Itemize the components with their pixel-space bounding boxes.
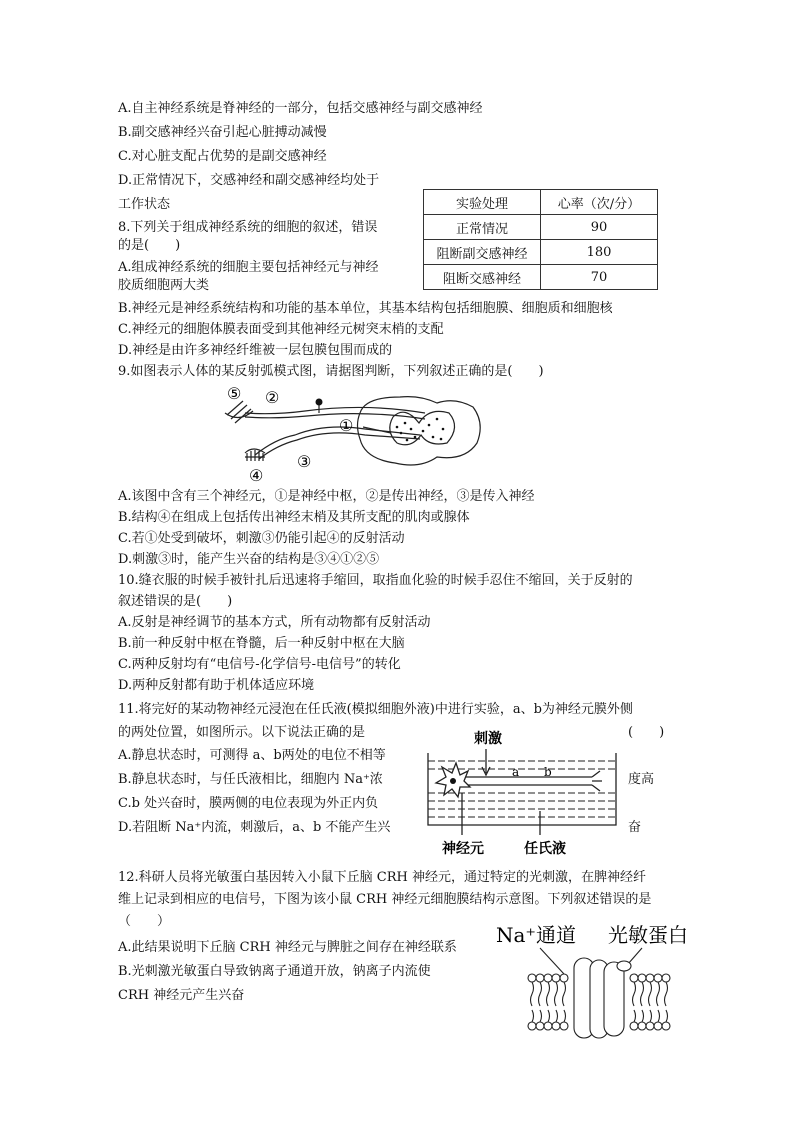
- q10-option-a: A.反射是神经调节的基本方式，所有动物都有反射活动: [118, 615, 431, 630]
- table-cell: 阻断交感神经: [424, 265, 541, 290]
- q8-option-a-cont: 胶质细胞两大类: [118, 278, 210, 293]
- q11-option-d: D.若阻断 Na⁺内流，刺激后，a、b 不能产生兴: [118, 820, 391, 835]
- q9-option-a: A.该图中含有三个神经元，①是神经中枢，②是传出神经，③是传入神经: [118, 489, 535, 504]
- q11-option-b-tail: 度高: [628, 772, 655, 787]
- table-row: [424, 240, 658, 265]
- q10-stem-cont: 叙述错误的是( ): [118, 594, 233, 609]
- reflex-arc-diagram: [215, 383, 485, 485]
- q10-stem: 10.缝衣服的时候手被针扎后迅速将手缩回，取指血化验的时候手忍住不缩回，关于反射的: [118, 573, 633, 588]
- table-header-row: [424, 190, 658, 215]
- table-cell: 阻断副交感神经: [424, 240, 541, 265]
- heart-rate-table: [423, 189, 658, 290]
- ringer-solution-label: 任氏液: [524, 841, 566, 857]
- q12-answer-paren: （ ）: [118, 914, 171, 929]
- point-b-label: b: [544, 765, 552, 779]
- reflex-label-1: ①: [339, 416, 354, 435]
- q12-option-b: B.光刺激光敏蛋白导致钠离子通道开放，钠离子内流使: [118, 964, 431, 979]
- neuron-experiment-diagram: [422, 727, 622, 861]
- sodium-channel-label: Na⁺通道: [496, 923, 576, 947]
- q10-option-b: B.前一种反射中枢在脊髓，后一种反射中枢在大脑: [118, 636, 405, 651]
- q7-option-a: A.自主神经系统是脊神经的一部分，包括交感神经与副交感神经: [118, 101, 483, 116]
- q10-option-c: C.两种反射均有“电信号-化学信号-电信号”的转化: [118, 657, 401, 672]
- table-cell: 正常情况: [424, 215, 541, 240]
- q12-option-b-cont: CRH 神经元产生兴奋: [118, 988, 245, 1003]
- q12-stem: 12.科研人员将光敏蛋白基因转入小鼠下丘脑 CRH 神经元，通过特定的光刺激，在脾神经纤: [118, 870, 647, 885]
- q11-option-c: C.b 处兴奋时，膜两侧的电位表现为外正内负: [118, 796, 379, 811]
- q11-option-d-tail: 奋: [628, 820, 642, 835]
- q10-option-d: D.两种反射都有助于机体适应环境: [118, 678, 315, 693]
- table-header-cell: 心率（次/分）: [541, 190, 658, 215]
- q8-stem-cont: 的是( ): [118, 238, 181, 253]
- table-cell: 70: [541, 265, 658, 290]
- q8-option-c: C.神经元的细胞体膜表面受到其他神经元树突末梢的支配: [118, 322, 444, 337]
- q11-option-a: A.静息状态时，可测得 a、b两处的电位不相等: [118, 748, 386, 763]
- q7-option-d: D.正常情况下，交感神经和副交感神经均处于: [118, 173, 380, 188]
- reflex-label-5: ⑤: [227, 384, 242, 403]
- table-row: [424, 215, 658, 240]
- q12-option-a: A.此结果说明下丘脑 CRH 神经元与脾脏之间存在神经联系: [118, 940, 457, 955]
- table-header-cell: 实验处理: [424, 190, 541, 215]
- q8-option-a: A.组成神经系统的细胞主要包括神经元与神经: [118, 260, 379, 275]
- table-cell: 180: [541, 240, 658, 265]
- photosensitive-protein-label: 光敏蛋白: [608, 923, 688, 947]
- cell-membrane-diagram: [492, 918, 706, 1042]
- point-a-label: a: [512, 765, 520, 779]
- q7-option-b: B.副交感神经兴奋引起心脏搏动减慢: [118, 125, 327, 140]
- q11-stem-cont: 的两处位置，如图所示。以下说法正确的是: [118, 725, 366, 740]
- reflex-label-3: ③: [297, 452, 312, 471]
- q11-stem: 11.将完好的某动物神经元浸泡在任氏液(模拟细胞外液)中进行实验，a、b为神经元膜外侧: [118, 702, 633, 717]
- reflex-label-2: ②: [265, 388, 280, 407]
- q9-option-c: C.若①处受到破坏，刺激③仍能引起④的反射活动: [118, 531, 405, 546]
- q7-option-c: C.对心脏支配占优势的是副交感神经: [118, 149, 327, 164]
- q8-stem: 8.下列关于组成神经系统的细胞的叙述，错误: [118, 220, 378, 235]
- q8-option-b: B.神经元是神经系统结构和功能的基本单位，其基本结构包括细胞膜、细胞质和细胞核: [118, 301, 613, 316]
- table-cell: 90: [541, 215, 658, 240]
- q11-option-b: B.静息状态时，与任氏液相比，细胞内 Na⁺浓: [118, 772, 383, 787]
- stimulus-label: 刺激: [474, 731, 502, 747]
- q8-option-d: D.神经是由许多神经纤维被一层包膜包围而成的: [118, 343, 393, 358]
- q9-stem: 9.如图表示人体的某反射弧模式图，请据图判断，下列叙述正确的是( ): [118, 364, 544, 379]
- reflex-label-4: ④: [249, 466, 264, 485]
- q9-option-d: D.刺激③时，能产生兴奋的结构是③④①②⑤: [118, 552, 380, 567]
- q7-option-d-cont: 工作状态: [118, 197, 171, 212]
- table-row: [424, 265, 658, 290]
- q12-stem-cont: 维上记录到相应的电信号，下图为该小鼠 CRH 神经元细胞膜结构示意图。下列叙述错误的是: [118, 892, 652, 907]
- neuron-label: 神经元: [442, 841, 484, 857]
- q11-answer-paren: ( ): [628, 725, 665, 740]
- q9-option-b: B.结构④在组成上包括传出神经末梢及其所支配的肌肉或腺体: [118, 510, 470, 525]
